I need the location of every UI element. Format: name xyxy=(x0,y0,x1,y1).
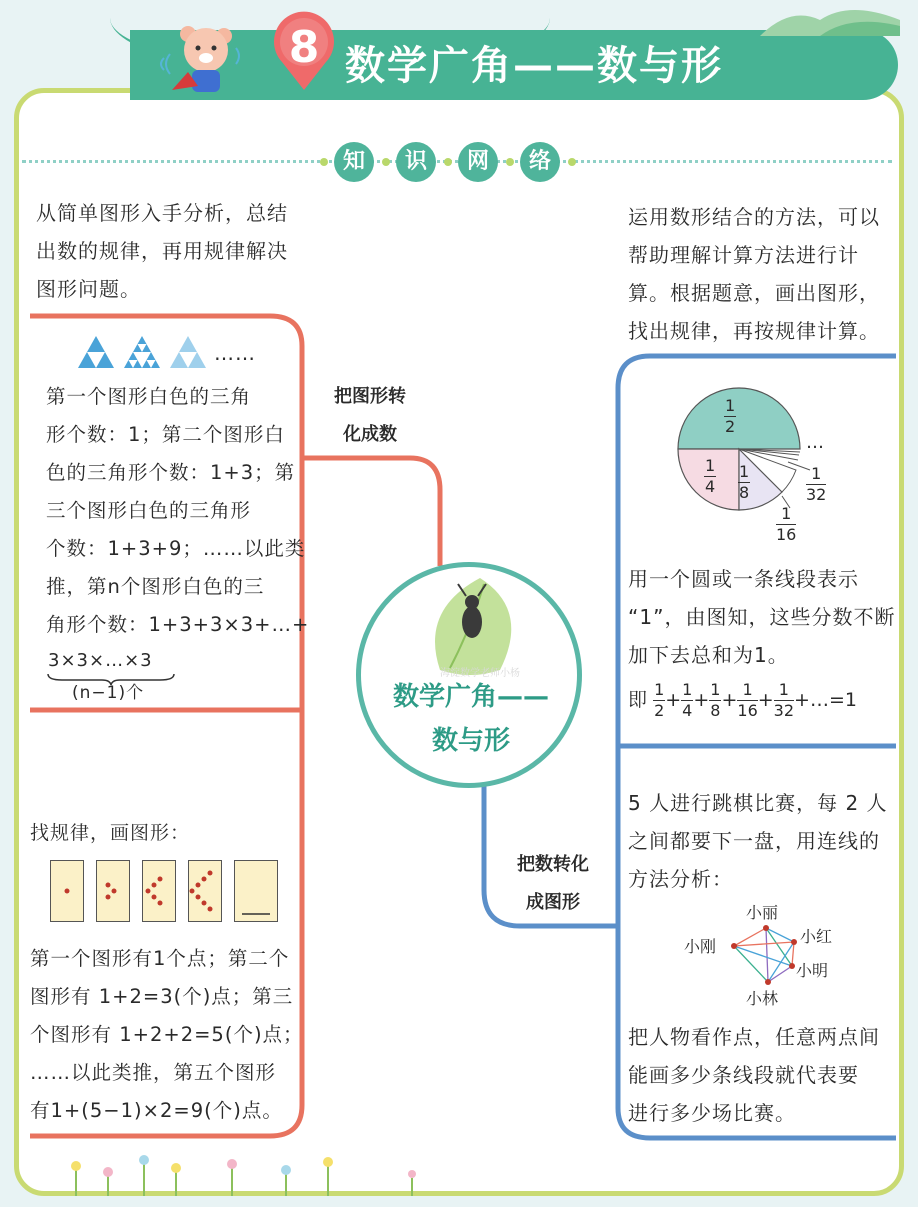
left-intro xyxy=(36,194,288,308)
dot-figures-dots xyxy=(50,860,310,930)
formula-top: 3×3×…×3 xyxy=(48,650,153,671)
text-line: 图形有 1+2=3(个)点；第三 xyxy=(30,985,294,1008)
numerator: 1 xyxy=(776,504,796,525)
dots-heading: 找规律，画图形： xyxy=(30,822,191,844)
text-line: 能画多少条线段就代表要 xyxy=(628,1063,859,1087)
text-line: 推，第n个图形白色的三 xyxy=(46,575,265,598)
text-line: 用一个圆或一条线段表示 xyxy=(628,567,859,591)
unit-number: 8 xyxy=(288,22,320,73)
numerator: 1 xyxy=(682,680,693,699)
section-heading-char: 络 xyxy=(520,142,560,182)
text-line: 进行多少场比赛。 xyxy=(628,1101,796,1125)
text-line: 把图形转 xyxy=(334,386,406,407)
formula-bottom: (n−1)个 xyxy=(72,683,145,703)
text-line: 帮助理解计算方法进行计 xyxy=(628,243,859,267)
denominator: 2 xyxy=(654,701,665,720)
numerator: 1 xyxy=(806,464,826,485)
match-explanation xyxy=(628,1018,880,1132)
text-line: 化成数 xyxy=(343,424,397,445)
branch-label-shape-to-number xyxy=(318,378,422,454)
text-line: 三个图形白色的三角形 xyxy=(46,499,252,522)
text-line: 找出规律，再按规律计算。 xyxy=(628,319,880,343)
text-line: 角形个数：1+3+3×3+…+ xyxy=(46,613,310,636)
sum-equation: 即 $\frac{1}{2}$ + $\frac{1}{4}$ + $\frac{1}{8}$ + $\frac{1}{16}$ + $\frac{1}{32}$ +…=1 xyxy=(628,680,857,720)
denominator: 8 xyxy=(739,483,750,502)
fraction-thirty-second xyxy=(806,464,826,505)
ellipsis: … xyxy=(806,432,824,453)
text-line: 色的三角形个数：1+3；第 xyxy=(46,461,296,484)
denominator: 32 xyxy=(773,701,795,720)
player-name: 小丽 xyxy=(746,903,779,922)
text-line: ……以此类推，第五个图形 xyxy=(30,1061,277,1084)
branch-label-number-to-shape xyxy=(494,846,612,922)
right-intro xyxy=(628,198,880,350)
fraction-sixteenth xyxy=(776,504,796,545)
text-line: 把人物看作点，任意两点间 xyxy=(628,1025,880,1049)
numerator: 1 xyxy=(737,680,757,701)
player-name: 小刚 xyxy=(684,937,717,956)
text-line: 运用数形结合的方法，可以 xyxy=(628,205,880,229)
watermark: 海淀数学老师小杨 xyxy=(440,668,520,679)
text-line: “1”，由图知，这些分数不断 xyxy=(628,605,896,629)
text-line: 加下去总和为1。 xyxy=(628,643,789,667)
numerator: 1 xyxy=(774,680,794,701)
text-line: 图形问题。 xyxy=(36,277,141,301)
player-name: 小林 xyxy=(746,989,779,1008)
text-line: 个数：1+3+9；……以此类 xyxy=(46,537,306,560)
ellipsis: …… xyxy=(214,341,256,365)
denominator: 16 xyxy=(737,701,758,720)
text-line: 把数转化 xyxy=(517,854,589,875)
text-line: 有1+(5−1)×2=9(个)点。 xyxy=(30,1099,283,1122)
text-line: 形个数：1；第二个图形白 xyxy=(46,423,285,446)
triangle-explanation xyxy=(46,378,309,644)
center-title: 数与形 xyxy=(431,726,510,756)
denominator: 4 xyxy=(705,477,716,496)
equation-prefix: 即 xyxy=(628,689,648,711)
text-line: 之间都要下一盘，用连线的 xyxy=(628,829,880,853)
text-line: 个图形有 1+2+2=5(个)点； xyxy=(30,1023,304,1046)
text-line: 算。根据题意，画出图形， xyxy=(628,281,880,305)
numerator: 1 xyxy=(725,396,736,415)
numerator: 1 xyxy=(654,680,665,699)
denominator: 8 xyxy=(710,701,721,720)
fraction-half xyxy=(724,396,736,437)
player-name: 小红 xyxy=(800,927,833,946)
denominator: 4 xyxy=(682,701,693,720)
circle-explanation xyxy=(628,560,895,674)
denominator: 16 xyxy=(776,525,797,544)
denominator: 32 xyxy=(806,485,827,504)
text-line: 第一个图形有1个点；第二个 xyxy=(30,947,290,970)
center-title: 数学广角—— xyxy=(392,682,549,712)
text-line: 从简单图形入手分析，总结 xyxy=(36,201,288,225)
match-intro xyxy=(628,784,888,898)
text-line: 5 人进行跳棋比赛，每 2 人 xyxy=(628,791,888,815)
player-name: 小明 xyxy=(796,961,829,980)
text-line: 出数的规律，再用规律解决 xyxy=(36,239,288,263)
numerator: 1 xyxy=(710,680,721,699)
flowers-decoration xyxy=(56,1150,456,1200)
dots-explanation xyxy=(30,940,304,1130)
section-heading-char: 知 xyxy=(334,142,374,182)
sierpinski-triangles-icon xyxy=(72,332,222,372)
text-line: 方法分析： xyxy=(628,867,733,891)
text-line: 第一个图形白色的三角 xyxy=(46,385,252,408)
page-title: 数学广角——数与形 xyxy=(345,43,723,89)
section-heading-char: 识 xyxy=(396,142,436,182)
section-heading-char: 网 xyxy=(458,142,498,182)
text-line: 成图形 xyxy=(526,892,580,913)
numerator: 1 xyxy=(739,462,750,481)
fraction-eighth xyxy=(738,462,750,503)
equation-suffix: +…=1 xyxy=(794,689,857,711)
fraction-quarter xyxy=(704,456,716,497)
denominator: 2 xyxy=(725,417,736,436)
numerator: 1 xyxy=(705,456,716,475)
